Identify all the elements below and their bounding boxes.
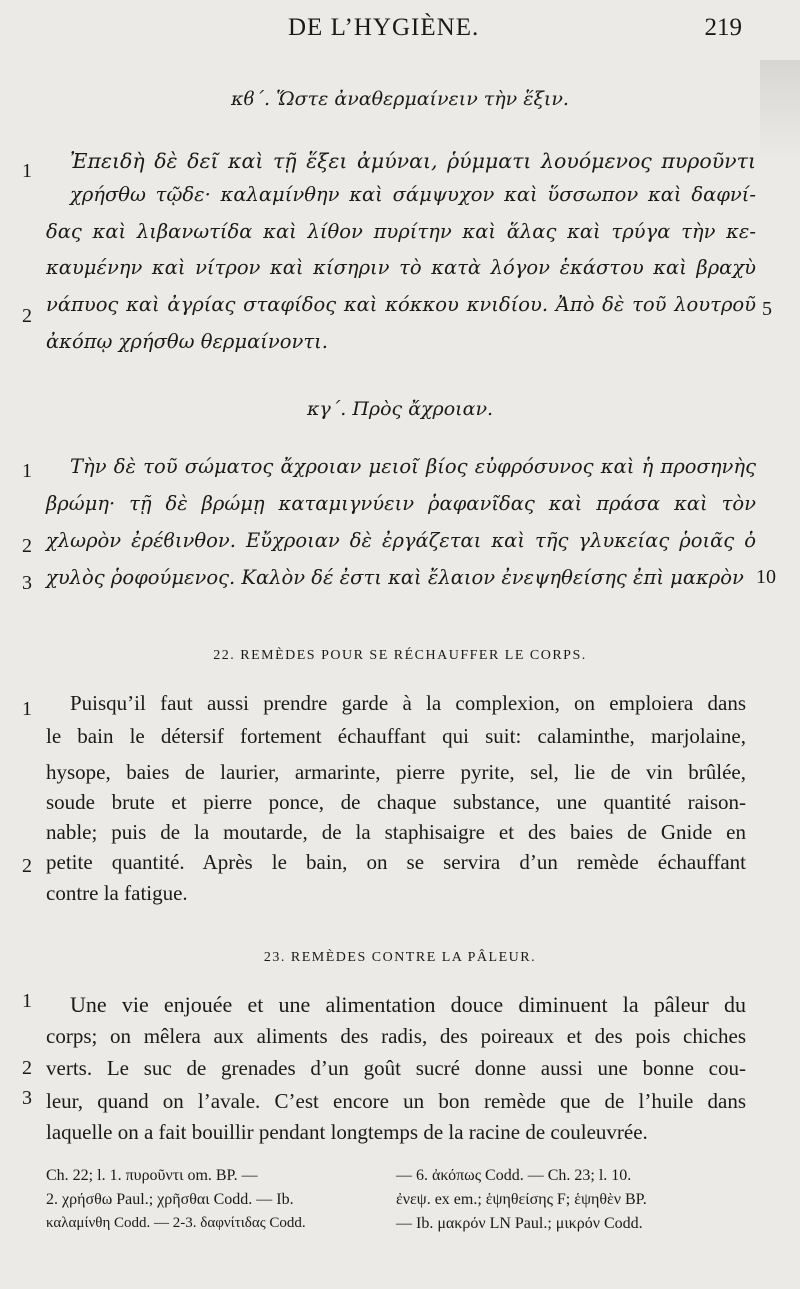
- footnote-line: Ch. 22; l. 1. πυροῦντι om. BP. —: [46, 1167, 258, 1184]
- greek-line: χρήσθω τῷδε· καλαμίνθην καὶ σάμψυχον καὶ ὕσσωπον καὶ δαφνί-: [70, 183, 756, 206]
- french-chapter-23-heading: 23. REMÈDES CONTRE LA PÂLEUR.: [263, 950, 537, 965]
- greek-line: ἀκόπῳ χρήσθω θερμαίνοντι.: [46, 330, 328, 353]
- footnote-line: — Ib. μακρόν LN Paul.; μικρόν Codd.: [396, 1215, 643, 1232]
- footnote-line: καλαμίνθη Codd. — 2-3. δαφνίτιδας Codd.: [46, 1215, 306, 1231]
- greek-line: Τὴν δὲ τοῦ σώματος ἄχροιαν μειοῖ βίος εὐφρόσυνος καὶ ἡ προσηνὴς: [70, 455, 756, 478]
- footnote-line: 2. χρήσθω Paul.; χρῆσθαι Codd. — Ib.: [46, 1191, 294, 1208]
- french-line: hysope, baies de laurier, armarinte, pierre pyrite, sel, lie de vin brûlée,: [46, 760, 746, 784]
- french-line: soude brute et pierre ponce, de chaque substance, une quantité raison-: [46, 790, 746, 814]
- french-chapter-22-heading: 22. REMÈDES POUR SE RÉCHAUFFER LE CORPS.: [213, 648, 587, 663]
- footnote-line: ἐνεψ. ex em.; ἑψηθείσης F; ἑψηθὲν BP.: [396, 1191, 647, 1208]
- french-line: laquelle on a fait bouillir pendant longtemps de la racine de couleuvrée.: [46, 1120, 648, 1144]
- greek-line: Ἐπειδὴ δὲ δεῖ καὶ τῇ ἕξει ἀμύναι, ῥύμματι λουόμενος πυροῦντι: [70, 149, 756, 173]
- greek-chapter-22-title: κϐ΄. Ὥστε ἀναθερμαίνειν τὴν ἕξιν.: [231, 88, 569, 110]
- running-head: [0, 14, 800, 48]
- running-head-title: DE L’HYGIÈNE.: [288, 14, 480, 41]
- greek-line: δας καὶ λιβανωτίδα καὶ λίθον πυρίτην καὶ ἅλας καὶ τρύγα τὴν κε-: [46, 220, 756, 243]
- line-number: 1: [22, 990, 32, 1012]
- french-line: contre la fatigue.: [46, 881, 188, 905]
- french-line: Une vie enjouée et une alimentation douce diminuent la pâleur du: [70, 992, 746, 1017]
- line-number: 1: [22, 160, 32, 182]
- footnote-line: — 6. ἀκόπως Codd. — Ch. 23; l. 10.: [396, 1167, 632, 1184]
- greek-line: χυλὸς ῥοφούμενος. Καλὸν δέ ἐστι καὶ ἔλαιον ἐνεψηθείσης ἐπὶ μακρὸν: [46, 566, 744, 589]
- line-number: 3: [22, 1087, 32, 1109]
- line-number: 1: [22, 460, 32, 482]
- line-number: 3: [22, 572, 32, 594]
- line-number: 2: [22, 535, 32, 557]
- french-line: corps; on mêlera aux aliments des radis, des poireaux et des pois chiches: [46, 1024, 746, 1048]
- greek-line: καυμένην καὶ νίτρον καὶ κίσηριν τὸ κατὰ λόγον ἑκάστου καὶ βραχὺ: [46, 256, 756, 279]
- line-number: 2: [22, 855, 32, 877]
- page-edge-shadow: [760, 60, 800, 160]
- french-line: nable; puis de la moutarde, de la staphisaigre et des baies de Gnide en: [46, 820, 746, 844]
- line-number: 2: [22, 305, 32, 327]
- line-number: 1: [22, 698, 32, 720]
- margin-line-number: 5: [762, 298, 772, 320]
- page-number: 219: [704, 14, 742, 41]
- french-line: leur, quand on l’avale. C’est encore un bon remède que de l’huile dans: [46, 1089, 746, 1113]
- line-number: 2: [22, 1057, 32, 1079]
- french-line: verts. Le suc de grenades d’un goût sucré donne aussi une bonne cou-: [46, 1056, 746, 1080]
- greek-line: βρώμη· τῇ δὲ βρώμῃ καταμιγνύειν ῥαφανῖδας καὶ πράσα καὶ τὸν: [46, 492, 756, 515]
- greek-line: νάπυος καὶ ἀγρίας σταφίδος καὶ κόκκου κνιδίου. Ἀπὸ δὲ τοῦ λουτροῦ: [46, 293, 756, 316]
- greek-chapter-23-title: κγ΄. Πρὸς ἄχροιαν.: [306, 398, 494, 420]
- french-line: le bain le détersif fortement échauffant qui suit: calaminthe, marjolaine,: [46, 724, 746, 748]
- margin-line-number: 10: [756, 566, 776, 588]
- french-line: Puisqu’il faut aussi prendre garde à la complexion, on emploiera dans: [70, 691, 746, 715]
- greek-line: χλωρὸν ἐρέϐινθον. Εὔχροιαν δὲ ἐργάζεται καὶ τῆς γλυκείας ῥοιᾶς ὁ: [46, 529, 756, 552]
- french-line: petite quantité. Après le bain, on se servira d’un remède échauffant: [46, 850, 746, 874]
